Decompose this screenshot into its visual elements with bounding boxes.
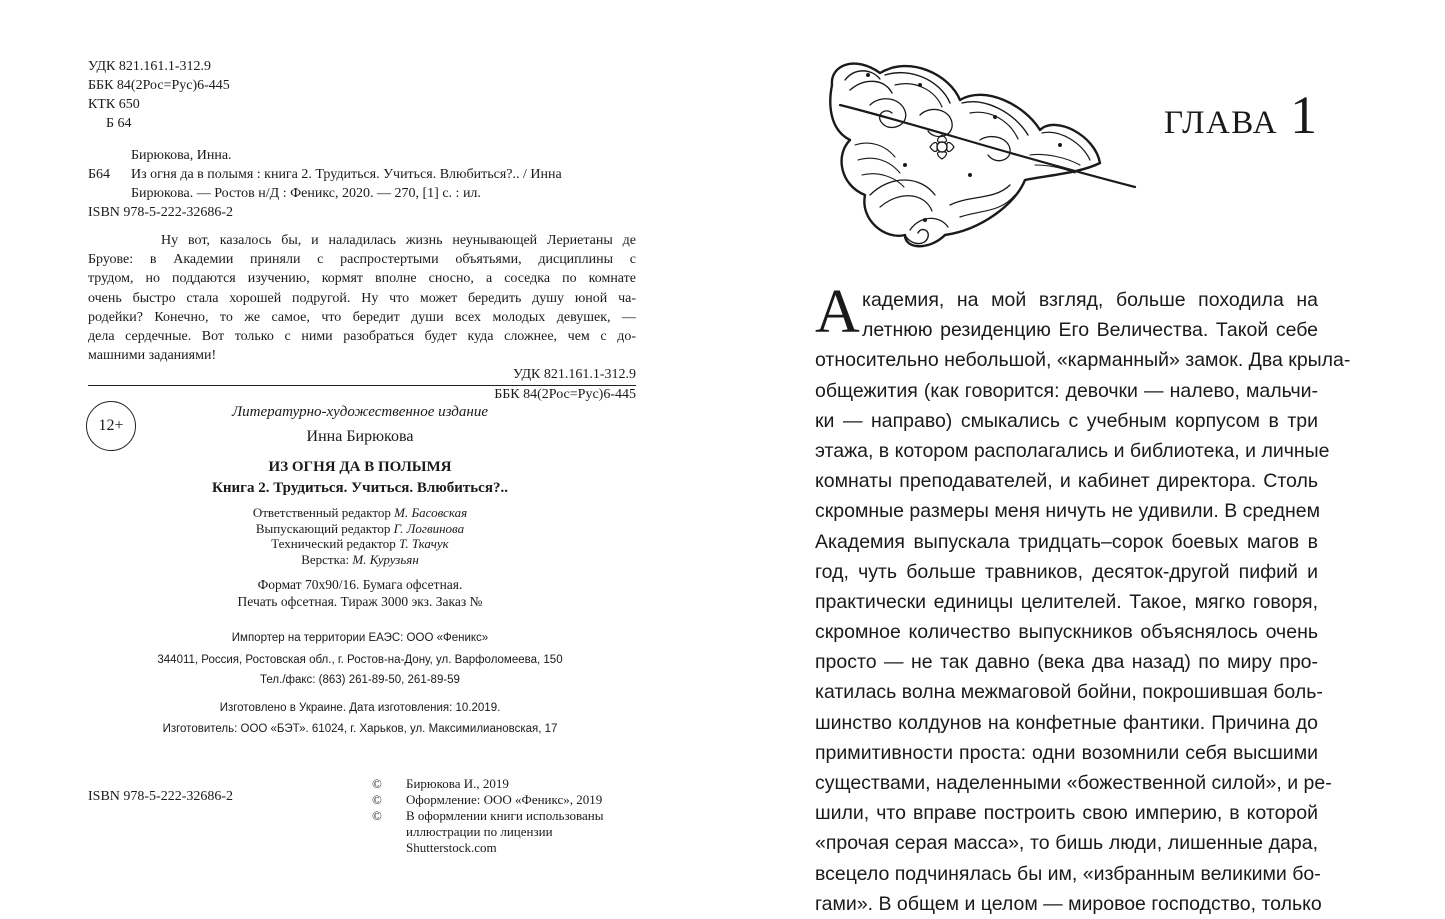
text-line: шили, что вправе построить свою империю, в которой [815, 802, 1318, 825]
drop-cap: А [815, 278, 860, 346]
annotation-line: дела сердечные. Вот только с ними разобраться будет куда сложнее, чем с до- [88, 329, 636, 345]
copyright-text: Оформление: ООО «Феникс», 2019 [406, 792, 603, 807]
text-line: Академия выпускала тридцать–сорок боевых магов в [815, 530, 1318, 553]
format-line: Формат 70x90/16. Бумага офсетная. [257, 577, 463, 592]
feather-ornament-icon [810, 45, 1140, 255]
staff-row [140, 521, 580, 537]
staff-name: Г. Логвинова [393, 520, 465, 536]
text-line: этажа, в котором располагались и библиотека, и личные [815, 439, 1330, 462]
copyright-text: Бирюкова И., 2019 [406, 776, 509, 791]
copyright-text: В оформлении книги использованы [406, 808, 604, 823]
copyright-text: иллюстрации по лицензии [406, 824, 553, 839]
staff-role: Ответственный редактор [252, 505, 391, 520]
text-line: всецело подчинялась бы им, «избранным великими бо- [815, 862, 1321, 885]
text-line: примитивности проста: одни возомнили себя высшими [815, 741, 1318, 764]
chapter-number: 1 [1290, 85, 1318, 145]
biblio-code: Б64 [88, 167, 111, 182]
annotation-line: Бруове: в Академии приняли с распростертыми объятьями, дисциплины с [88, 252, 636, 268]
copyright-symbol: © [372, 808, 382, 823]
text-line: просто — не так давно (века два назад) по миру про- [815, 651, 1318, 674]
ktk-code: КТК 650 [88, 97, 140, 112]
manufacturer-line: Изготовитель: ООО «БЭТ». 61024, г. Харьков, ул. Максимилиановская, 17 [162, 723, 558, 735]
made-in-line: Изготовлено в Украине. Дата изготовления: 10.2019. [219, 702, 501, 714]
annotation-line: машними заданиями! [88, 348, 217, 364]
address-line: 344011, Россия, Ростовская обл., г. Ростов-на-Дону, ул. Варфоломеева, 150 [157, 654, 563, 666]
age-rating-badge: 12+ [86, 401, 136, 451]
annotation-udk: УДК 821.161.1-312.9 [512, 367, 636, 383]
edition-type: Литературно-художественное издание [232, 404, 488, 420]
book-title: ИЗ ОГНЯ ДА В ПОЛЫМЯ [268, 459, 452, 475]
text-line: практически единицы целителей. Такое, мягко говоря, [815, 590, 1318, 613]
bibliographic-record [88, 146, 636, 203]
udk-code: УДК 821.161.1-312.9 [88, 59, 212, 74]
copyright-block [372, 776, 652, 856]
annotation-bbk: ББК 84(2Рос=Рус)6-445 [494, 386, 636, 402]
copyright-symbol: © [372, 776, 382, 791]
biblio-line: Бирюкова. — Ростов н/Д : Феникс, 2020. — 270, [1] с. : ил. [131, 186, 481, 201]
staff-role: Верстка: [301, 551, 350, 567]
classification-codes [88, 57, 230, 133]
imprint-page [0, 0, 722, 919]
annotation-line: трудом, но поддаются изучению, кормят вполне сносно, а соседка по комнате [88, 271, 636, 287]
divider-line [88, 385, 636, 386]
text-line: шинство колдунов на конфетные фантики. Причина до [815, 711, 1318, 734]
text-line: относительно небольшой, «карманный» замок. Два крыла- [815, 349, 1351, 372]
copyright-row [372, 808, 652, 856]
bbk-code: ББК 84(2Рос=Рус)6-445 [88, 78, 230, 93]
copyright-row [372, 792, 652, 808]
text-line: год, чуть больше травников, десяток-другой пифий и [815, 560, 1318, 583]
text-line: гами». В общем и целом — мировое господство, только [815, 892, 1322, 915]
annotation-line: родейки? Конечно, то же самое, что бередит души всех молодых девушек, — [88, 309, 636, 325]
print-format [140, 576, 580, 610]
copyright-row [372, 776, 652, 792]
text-line: скромное количество выпускников объяснялось очень [815, 621, 1318, 644]
text-line: летнюю резиденцию Его Величества. Такой себе [862, 319, 1318, 342]
text-line: существами, наделенными «божественной силой», и ре- [815, 772, 1332, 794]
editorial-staff [140, 505, 580, 567]
author-name: Инна Бирюкова [306, 428, 414, 445]
text-line: «прочая серая масса», то бишь люди, лишенные дара, [815, 832, 1318, 855]
chapter-page [722, 0, 1445, 919]
copyright-text: Shutterstock.com [406, 840, 497, 855]
text-line: общежития (как говорится: девочки — налево, мальчи- [815, 379, 1318, 402]
copyright-symbol: © [372, 792, 382, 807]
isbn-bottom: ISBN 978-5-222-32686-2 [88, 789, 234, 804]
importer-line: Импортер на территории ЕАЭС: ООО «Феникс» [231, 632, 489, 644]
chapter-heading [1164, 84, 1317, 146]
text-line: ки — направо) смыкались с учебным корпусом в три [815, 409, 1318, 432]
chapter-body [815, 285, 1351, 919]
text-line: кадемия, на мой взгляд, больше походила на [862, 289, 1318, 311]
format-line: Печать офсетная. Тираж 3000 экз. Заказ № [237, 594, 483, 609]
isbn-top: ISBN 978-5-222-32686-2 [88, 205, 234, 220]
staff-role: Технический редактор [271, 536, 396, 551]
staff-row [140, 505, 580, 521]
author-mark: Б 64 [106, 116, 132, 131]
annotation-line: Ну вот, казалось бы, и наладилась жизнь неунывающей Лериетаны де [161, 233, 636, 248]
staff-role: Выпускающий редактор [255, 520, 391, 536]
chapter-word: ГЛАВА [1164, 105, 1279, 141]
annotation [88, 231, 636, 404]
text-line: катилась волна межмаговой бойни, покрошившая боль- [815, 681, 1323, 704]
staff-row [140, 536, 580, 552]
staff-name: Т. Ткачук [398, 536, 449, 551]
staff-name: М. Курузьян [352, 551, 419, 567]
staff-name: М. Басовская [394, 505, 468, 520]
phone-line: Тел./факс: (863) 261-89-50, 261-89-59 [260, 674, 460, 686]
book-subtitle: Книга 2. Трудиться. Учиться. Влюбиться?.. [212, 480, 508, 496]
text-line: комнаты преподавателей, и кабинет директора. Столь [815, 470, 1318, 493]
text-line: скромные размеры меня ничуть не удивили. В среднем [815, 500, 1321, 523]
biblio-author: Бирюкова, Инна. [131, 148, 232, 163]
annotation-line: очень быстро стала хорошей подругой. Ну что может бередить душу юной ча- [88, 290, 636, 306]
staff-row [140, 552, 580, 568]
biblio-line: Из огня да в полымя : книга 2. Трудиться. Учиться. Влюбиться?.. / Инна [131, 167, 562, 182]
